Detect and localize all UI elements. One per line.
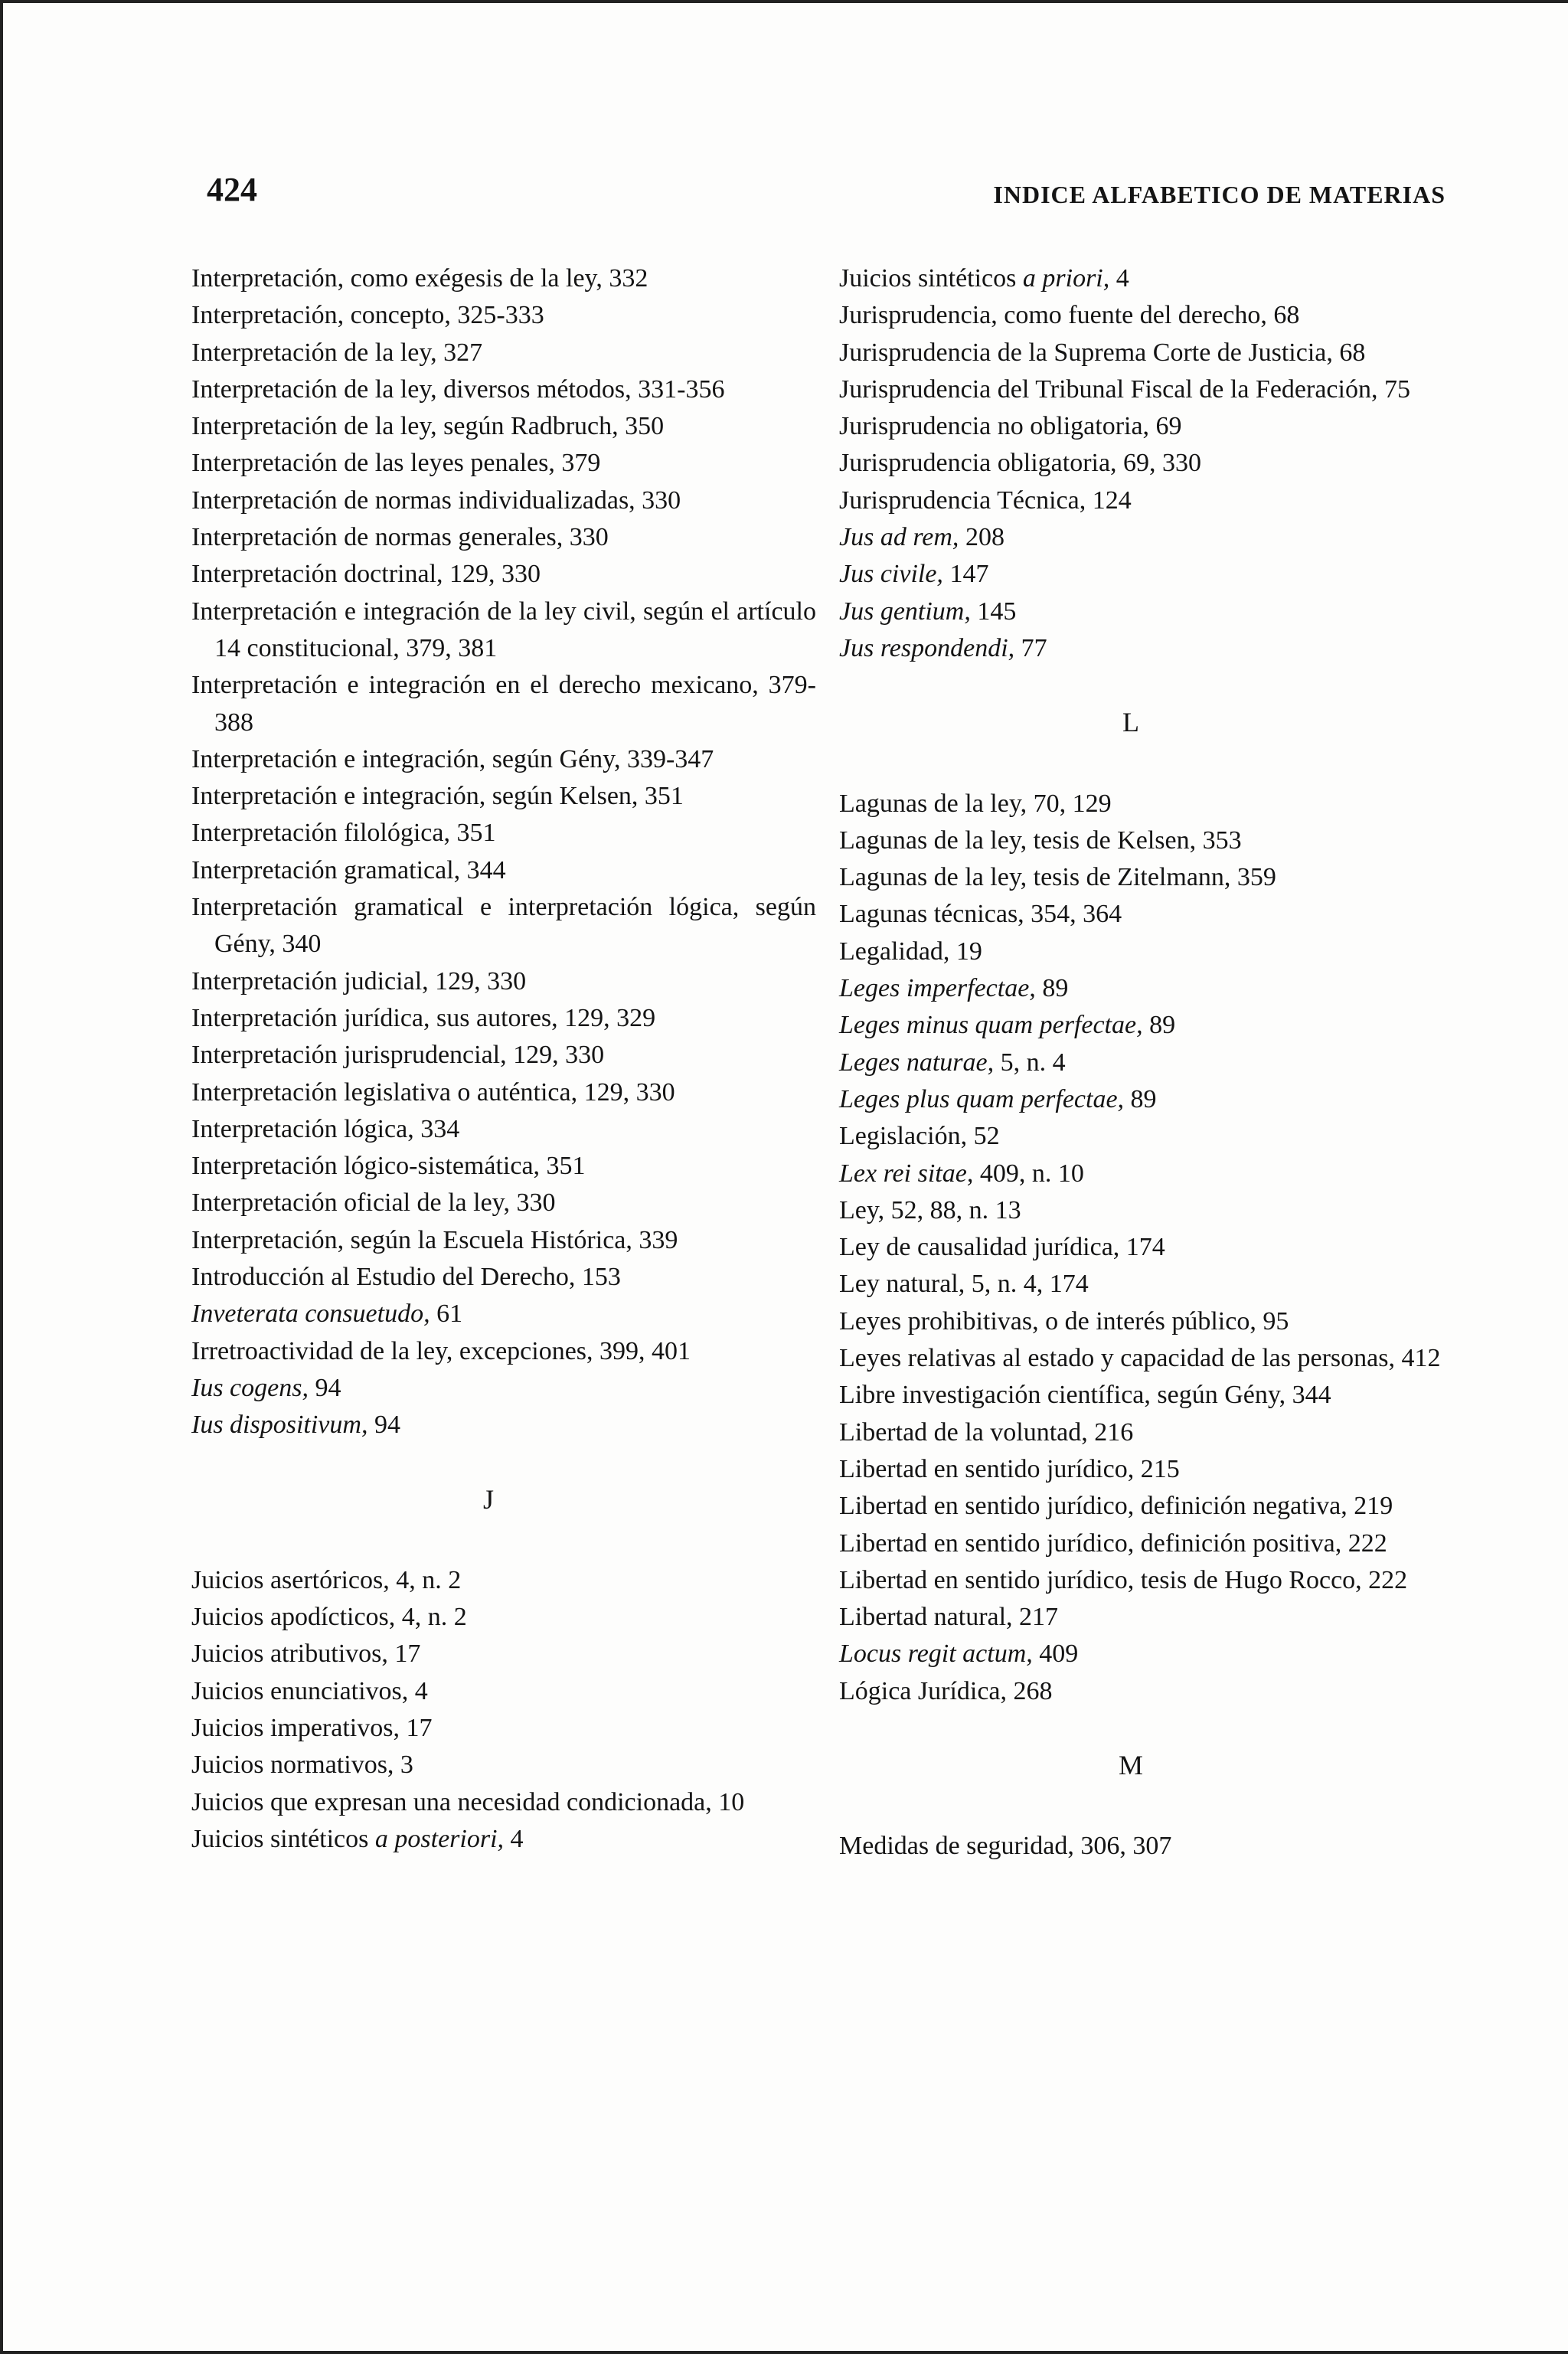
index-entry-ius-cogens: [191, 1370, 816, 1407]
latin-term: Jus respondendi,: [839, 633, 1015, 662]
latin-term: Leges naturae,: [839, 1048, 995, 1077]
index-entry: Interpretación e integración en el derecho mexicano, 379-388: [191, 671, 816, 737]
latin-term: Locus regit actum,: [839, 1640, 1033, 1669]
index-entry: Juicios asertóricos, 4, n. 2: [191, 1565, 462, 1594]
page-refs: 145: [970, 597, 1017, 626]
page-refs: 89: [1035, 974, 1069, 1003]
index-entry: Jurisprudencia, como fuente del derecho, 68: [839, 301, 1300, 330]
section-letter-m: M: [1118, 1749, 1143, 1780]
index-entry: Legalidad, 19: [839, 937, 982, 966]
latin-term: Ius dispositivum,: [191, 1411, 368, 1440]
index-entry: Interpretación jurisprudencial, 129, 330: [191, 1041, 605, 1070]
page-refs: 4: [1109, 264, 1129, 293]
index-entry: Interpretación de la ley, 327: [191, 338, 483, 367]
index-entry: Juicios normativos, 3: [191, 1751, 413, 1780]
index-entry: Juicios apodícticos, 4, n. 2: [191, 1603, 467, 1632]
page-refs: 409: [1032, 1640, 1079, 1669]
index-entry-lex-rei-sitae: [839, 1156, 1453, 1192]
index-entry-juicios-posteriori: [191, 1821, 816, 1858]
index-entry-jus-gentium: [839, 593, 1453, 630]
page-refs: 77: [1014, 633, 1047, 662]
scan-border-bottom: [0, 2351, 1568, 2354]
page-refs: 61: [430, 1300, 463, 1329]
index-entry-leges-minus: [839, 1007, 1453, 1044]
section-letter-j: J: [482, 1483, 494, 1515]
page-refs: 4: [504, 1824, 524, 1853]
index-entry: Lagunas de la ley, tesis de Kelsen, 353: [839, 826, 1242, 855]
index-entry: Libertad en sentido jurídico, tesis de Hugo Rocco, 222: [839, 1565, 1408, 1594]
index-entry-logica: Lógica Jurídica, 268: [839, 1676, 1053, 1705]
latin-term: Jus gentium,: [839, 597, 971, 626]
index-entry: Juicios imperativos, 17: [191, 1713, 433, 1742]
index-entry: Interpretación e integración, según Gény, 339-347: [191, 744, 714, 773]
index-entry-inveterata: [191, 1296, 816, 1332]
entries-juicios: [191, 1562, 816, 1821]
index-entry: Libertad en sentido jurídico, 215: [839, 1454, 1180, 1483]
latin-term: a posteriori,: [374, 1824, 505, 1853]
index-entry: Interpretación lógica, 334: [191, 1114, 460, 1143]
page-refs: 94: [308, 1373, 341, 1402]
index-entry: Interpretación de normas generales, 330: [191, 523, 609, 552]
section-letter-l: L: [1122, 707, 1139, 738]
index-entry: Interpretación, según la Escuela Histórica, 339: [191, 1225, 678, 1254]
index-entry: Interpretación, como exégesis de la ley, 332: [191, 264, 648, 293]
index-entry: Interpretación legislativa o auténtica, 129, 330: [191, 1077, 675, 1107]
page-refs: 5, n. 4: [994, 1048, 1066, 1077]
index-entry: Leyes relativas al estado y capacidad de las personas, 412: [839, 1344, 1441, 1373]
latin-term: a priori,: [1022, 264, 1110, 293]
scan-border-left: [0, 0, 3, 2354]
latin-term: Jus civile,: [839, 560, 943, 589]
page-refs: 89: [1142, 1011, 1176, 1040]
page-number: 424: [207, 171, 257, 208]
index-entry: Libertad en sentido jurídico, definición positiva, 222: [839, 1528, 1387, 1558]
page-refs: 208: [959, 523, 1004, 552]
latin-term: Leges minus quam perfectae,: [839, 1011, 1143, 1040]
page-refs: 147: [942, 560, 989, 589]
latin-term: Leges imperfectae,: [839, 974, 1036, 1003]
index-entry: Ley, 52, 88, n. 13: [839, 1195, 1021, 1224]
index-entry-locus: [839, 1636, 1453, 1672]
scan-border-top: [0, 0, 1568, 3]
page-refs: 409, n. 10: [973, 1159, 1084, 1188]
index-entry-ius-dispositivum: [191, 1407, 816, 1443]
latin-term: Leges plus quam perfectae,: [839, 1084, 1125, 1113]
page-refs: 94: [368, 1411, 400, 1440]
index-entry: Lagunas de la ley, 70, 129: [839, 789, 1112, 818]
index-entry-leges-naturae: [839, 1045, 1453, 1081]
index-entry: Interpretación gramatical, 344: [191, 855, 506, 884]
page-refs: 89: [1124, 1084, 1157, 1113]
index-entry: Juicios enunciativos, 4: [191, 1676, 428, 1705]
entries-jurisprudencia: [839, 297, 1453, 519]
index-entry: Lagunas de la ley, tesis de Zitelmann, 359: [839, 863, 1276, 892]
index-entry: Interpretación gramatical e interpretación lógica, según Gény, 340: [191, 893, 816, 959]
index-entry: Leyes prohibitivas, o de interés público, 95: [839, 1306, 1289, 1336]
index-entry-juicios-priori: [839, 260, 1453, 297]
running-head: INDICE ALFABETICO DE MATERIAS: [993, 181, 1446, 208]
index-entry: Jurisprudencia no obligatoria, 69: [839, 412, 1182, 441]
index-entry: Libre investigación científica, según Gény, 344: [839, 1381, 1331, 1410]
index-entry-jus-civile: [839, 556, 1453, 593]
index-entry: Libertad natural, 217: [839, 1603, 1059, 1632]
index-entry: Interpretación de las leyes penales, 379: [191, 449, 601, 478]
index-entry-leges-imperfectae: [839, 970, 1453, 1007]
index-entry: Interpretación, concepto, 325-333: [191, 301, 544, 330]
index-entry: Interpretación de la ley, diversos métodos, 331-356: [191, 374, 725, 404]
index-entry: Interpretación lógico-sistemática, 351: [191, 1152, 586, 1181]
latin-term: Lex rei sitae,: [839, 1159, 974, 1188]
index-entry-leges-plus: [839, 1081, 1453, 1118]
index-entry: Interpretación jurídica, sus autores, 129, 329: [191, 1003, 656, 1032]
latin-term: Ius cogens,: [191, 1373, 309, 1402]
latin-term: Jus ad rem,: [839, 523, 959, 552]
entry-text: Juicios sintéticos: [839, 264, 1023, 293]
index-entry: Interpretación de normas individualizadas, 330: [191, 486, 681, 515]
index-entry-irretroactividad: Irretroactividad de la ley, excepciones, 399, 401: [191, 1336, 691, 1365]
entries-ley-libertad: [839, 1192, 1453, 1636]
index-entry: Jurisprudencia Técnica, 124: [839, 486, 1132, 515]
index-entry-legislacion: Legislación, 52: [839, 1122, 1000, 1151]
index-entry-jus-ad-rem: [839, 519, 1453, 556]
index-entry: Jurisprudencia obligatoria, 69, 330: [839, 449, 1202, 478]
index-entry: Jurisprudencia de la Suprema Corte de Justicia, 68: [839, 338, 1366, 367]
index-entry: Interpretación judicial, 129, 330: [191, 966, 527, 996]
index-entry-jus-respondendi: [839, 630, 1453, 667]
index-entry: Ley de causalidad jurídica, 174: [839, 1233, 1165, 1262]
index-entry: Interpretación e integración, según Kelsen, 351: [191, 782, 684, 811]
right-column: [839, 260, 1453, 1865]
entries-medidas: [839, 1828, 1453, 1865]
index-entry: Interpretación de la ley, según Radbruch, 350: [191, 412, 665, 441]
index-entry: Interpretación doctrinal, 129, 330: [191, 560, 541, 589]
index-entry: Interpretación e integración de la ley civil, según el artículo 14 constitucional, 379, 381: [191, 597, 816, 662]
left-column: [191, 260, 816, 1858]
index-entry: Medidas de seguridad, 306, 307: [839, 1832, 1172, 1861]
entry-text: Juicios sintéticos: [191, 1824, 375, 1853]
entries-lagunas: [839, 786, 1453, 970]
index-entry: Juicios atributivos, 17: [191, 1640, 421, 1669]
index-entry: Juicios que expresan una necesidad condicionada, 10: [191, 1787, 745, 1816]
index-entry: Interpretación filológica, 351: [191, 819, 496, 848]
latin-term: Inveterata consuetudo,: [191, 1300, 430, 1329]
index-entry: Introducción al Estudio del Derecho, 153: [191, 1263, 621, 1292]
index-entry: Lagunas técnicas, 354, 364: [839, 900, 1122, 929]
index-entry: Ley natural, 5, n. 4, 174: [839, 1270, 1089, 1299]
index-entry: Libertad de la voluntad, 216: [839, 1417, 1134, 1447]
index-entry: Jurisprudencia del Tribunal Fiscal de la Federación, 75: [839, 374, 1410, 404]
index-entry: Libertad en sentido jurídico, definición negativa, 219: [839, 1492, 1393, 1521]
index-entry: Interpretación oficial de la ley, 330: [191, 1188, 556, 1218]
entries-interpretacion: [191, 260, 816, 1296]
